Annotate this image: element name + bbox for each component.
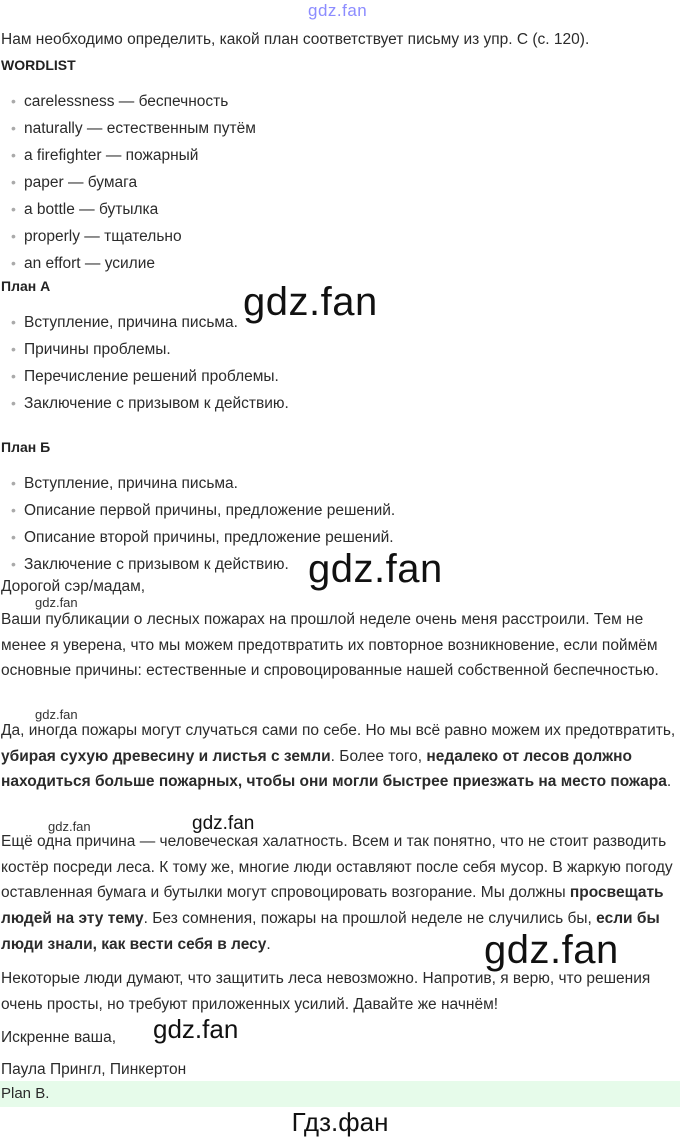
answer-text: Plan B.: [1, 1085, 50, 1102]
intro-text: Нам необходимо определить, какой план соответствует письму из упр. C (с. 120).: [1, 31, 590, 48]
wordlist-item-label: a bottle — бутылка: [24, 201, 159, 218]
plan-a-item-label: Заключение с призывом к действию.: [24, 395, 289, 412]
wordlist-item: [10, 223, 256, 250]
wordlist-item: [10, 250, 256, 277]
plan-a-list: [10, 309, 289, 417]
bullet-icon: •: [11, 529, 16, 545]
plan-b-item-label: Описание первой причины, предложение решений.: [24, 502, 396, 519]
letter-paragraph-2: [1, 718, 677, 795]
bullet-icon: •: [11, 93, 16, 109]
plan-b-item: [10, 497, 395, 524]
plan-a-item: [10, 390, 289, 417]
text-span: Да, иногда пожары могут случаться сами по себе. Но мы всё равно можем их предотвратить,: [1, 722, 676, 739]
plan-a-item-label: Причины проблемы.: [24, 341, 171, 358]
wordlist-item: [10, 196, 256, 223]
watermark: gdz.fan: [153, 1014, 239, 1044]
plan-b-heading: План Б: [1, 439, 51, 455]
wordlist-item-label: properly — тщательно: [24, 228, 182, 245]
bullet-icon: •: [11, 314, 16, 330]
letter-signature: Паула Прингл, Пинкертон: [1, 1061, 187, 1078]
wordlist-item: [10, 115, 256, 142]
bold-span: недалеко от лесов должно находиться больше пожарных, чтобы они могли быстрее приезжать на место пожара: [1, 747, 667, 791]
bold-span: если бы люди знали, как вести себя в лесу: [1, 910, 660, 953]
wordlist-item: [10, 169, 256, 196]
bullet-icon: •: [11, 120, 16, 136]
plan-b-item-label: Заключение с призывом к действию.: [24, 556, 289, 573]
plan-b-item-label: Вступление, причина письма.: [24, 475, 238, 492]
text-span: .: [666, 773, 672, 791]
bullet-icon: •: [11, 147, 16, 163]
wordlist-item-label: an effort — усилие: [24, 255, 156, 272]
wordlist-item-label: carelessness — беспечность: [24, 93, 229, 110]
watermark: gdz.fan: [308, 1, 368, 20]
wordlist-item: [10, 142, 256, 169]
wordlist: [10, 88, 256, 277]
bullet-icon: •: [11, 502, 16, 518]
wordlist-item-label: paper — бумага: [24, 174, 138, 191]
wordlist-item: [10, 88, 256, 115]
bullet-icon: •: [11, 556, 16, 572]
bullet-icon: •: [11, 341, 16, 357]
wordlist-heading: WORDLIST: [1, 57, 76, 73]
letter-closing: Искренне ваша,: [1, 1029, 117, 1046]
bullet-icon: •: [11, 174, 16, 190]
letter-paragraph-1: Ваши публикации о лесных пожарах на прошлой неделе очень меня расстроили. Тем не менее я уверена, что мы можем предотвратить их повторное возникновение, если поймём основные причины: естественные и спровоцированные нашей собственной беспечностью.: [1, 611, 659, 680]
plan-b-item: [10, 470, 395, 497]
watermark: gdz.fan: [48, 819, 91, 834]
bold-span: убирая сухую древесину и листья с земли: [1, 747, 331, 765]
bullet-icon: •: [11, 395, 16, 411]
watermark: gdz.fan: [484, 928, 619, 972]
letter-greeting: Дорогой сэр/мадам,: [1, 578, 146, 595]
answer-box: [0, 1081, 680, 1107]
bullet-icon: •: [11, 228, 16, 244]
footer-title: Гдз.фан: [291, 1107, 389, 1137]
text-span: .: [266, 935, 271, 953]
watermark: gdz.fan: [308, 547, 443, 591]
watermark: gdz.fan: [35, 707, 78, 722]
plan-a-heading: План А: [1, 278, 51, 294]
plan-b-item-label: Описание второй причины, предложение решений.: [24, 529, 394, 546]
text-span: . Без сомнения, пожары на прошлой неделе не случились бы,: [143, 910, 597, 928]
letter-paragraph-4: Некоторые люди думают, что защитить леса невозможно. Напротив, я верю, что решения очень просты, но требуют приложенных усилий. Давайте же начнём!: [1, 970, 651, 1013]
bold-span: просвещать людей на эту тему: [1, 884, 664, 928]
watermark: gdz.fan: [192, 813, 255, 834]
plan-a-item-label: Вступление, причина письма.: [24, 314, 238, 331]
bullet-icon: •: [11, 201, 16, 217]
plan-a-item-label: Перечисление решений проблемы.: [24, 368, 279, 385]
bullet-icon: •: [11, 255, 16, 271]
text-span: . Более того,: [330, 747, 427, 765]
watermark: gdz.fan: [243, 280, 378, 324]
wordlist-item-label: naturally — естественным путём: [24, 120, 256, 137]
plan-a-item: [10, 363, 289, 390]
plan-a-item: [10, 336, 289, 363]
wordlist-item-label: a firefighter — пожарный: [24, 147, 199, 164]
text-span: Ещё одна причина — человеческая халатность. Всем и так понятно, что не стоит разводить костёр посреди леса. К тому же, многие люди оставляют после себя мусор. В жаркую погоду оставленная бумага и бутылки могут спровоцировать возгорание. Мы должны: [1, 833, 673, 902]
watermark: gdz.fan: [35, 595, 78, 610]
bullet-icon: •: [11, 475, 16, 491]
bullet-icon: •: [11, 368, 16, 384]
